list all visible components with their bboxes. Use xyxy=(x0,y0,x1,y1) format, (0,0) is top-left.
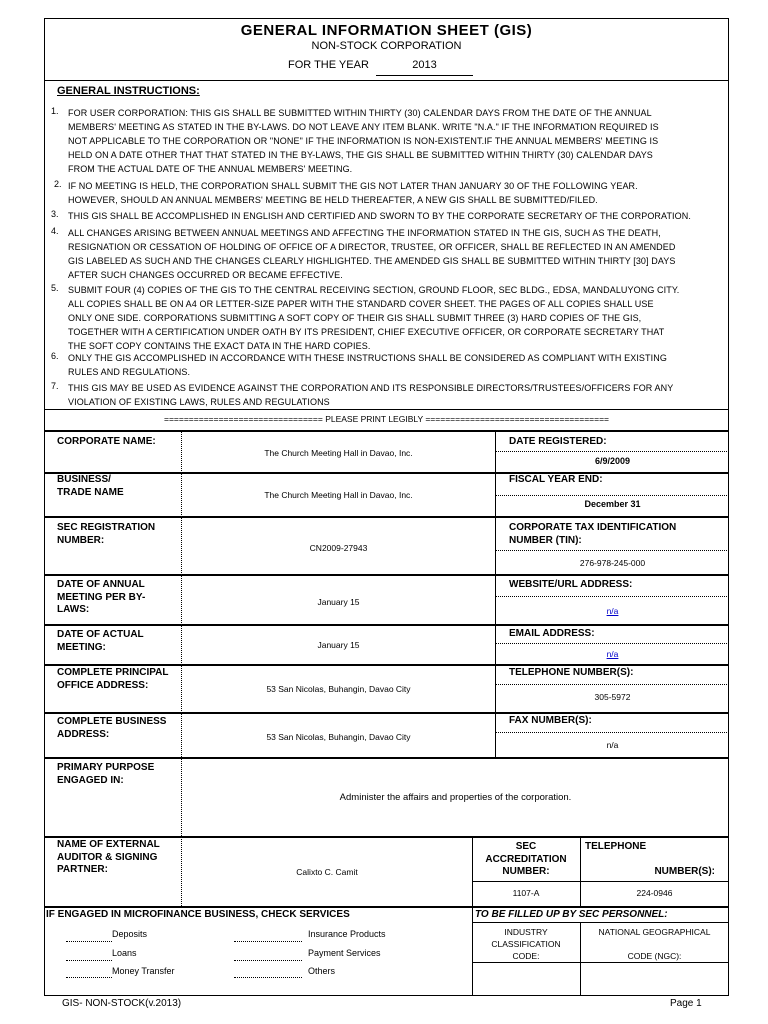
instruction-line: HELD ON A DATE OTHER THAT THAT STATED IN THE BY-LAWS, THE GIS SHALL BE SUBMITTED WITHIN THIRTY (30) CALENDAR DAYS xyxy=(68,150,653,160)
sec-registration-label: SEC REGISTRATION NUMBER: xyxy=(57,522,156,546)
instruction-line: VIOLATION OF EXISTING LAWS, RULES AND REGULATIONS xyxy=(68,397,330,407)
date-registered-label: DATE REGISTERED: xyxy=(509,436,607,447)
row-divider xyxy=(44,472,729,474)
instruction-line: THIS GIS SHALL BE ACCOMPLISHED IN ENGLISH AND CERTIFIED AND SWORN TO BY THE CORPORATE SECRETARY OF THE CORPORATION. xyxy=(68,211,691,221)
row-divider xyxy=(44,712,729,714)
form-top-border xyxy=(44,430,729,432)
actual-meeting-label: DATE OF ACTUAL MEETING: xyxy=(57,629,144,653)
industry-classification-label: INDUSTRY CLASSIFICATION CODE: xyxy=(491,927,561,961)
row-divider xyxy=(44,516,729,518)
instruction-line: TOGETHER WITH A CERTIFICATION UNDER OATH BY ITS PRESIDENT, CHIEF EXECUTIVE OFFICER, OR CORPORATE SECRETARY THAT xyxy=(68,327,665,337)
ngc-field[interactable] xyxy=(581,964,727,994)
sec-accreditation-label: SEC ACCREDITATION NUMBER: xyxy=(485,841,567,877)
instruction-number: 6. xyxy=(51,351,59,361)
right-column-divider xyxy=(495,431,496,757)
sec-personnel-heading: TO BE FILLED UP BY SEC PERSONNEL: xyxy=(475,909,668,920)
annual-meeting-label: DATE OF ANNUAL MEETING PER BY- LAWS: xyxy=(57,579,146,615)
field-separator xyxy=(496,684,729,685)
date-registered-field[interactable]: 6/9/2009 xyxy=(594,456,631,466)
instruction-line: THIS GIS MAY BE USED AS EVIDENCE AGAINST THE CORPORATION AND ITS RESPONSIBLE DIRECTORS/TRUSTEES/OFFICERS FOR ANY xyxy=(68,383,674,393)
tin-label: CORPORATE TAX IDENTIFICATION NUMBER (TIN): xyxy=(509,522,677,546)
check-line-payment xyxy=(234,960,302,961)
business-address-field[interactable]: 53 San Nicolas, Buhangin, Davao City xyxy=(266,732,411,742)
check-line-deposits xyxy=(66,941,112,942)
instruction-line: ONLY ONE SIDE. CORPORATIONS SUBMITTING A SOFT COPY OF THEIR GIS SHALL SUBMIT THREE (3) HARD COPIES OF THE GIS, xyxy=(68,313,642,323)
check-line-insurance xyxy=(234,941,302,942)
field-separator xyxy=(496,550,729,551)
ngc-label: NATIONAL GEOGRAPHICAL CODE (NGC): xyxy=(598,927,711,961)
for-year-label: FOR THE YEAR xyxy=(288,59,369,71)
fiscal-year-end-field[interactable]: December 31 xyxy=(584,499,641,509)
sec-accreditation-field[interactable]: 1107-A xyxy=(512,888,540,898)
telephone-label: TELEPHONE NUMBER(S): xyxy=(509,667,634,678)
instruction-line: ALL CHANGES ARISING BETWEEN ANNUAL MEETINGS AND AFFECTING THE INFORMATION STATED IN THE GIS, SUCH AS THE DEATH, xyxy=(68,228,661,238)
year-underline xyxy=(376,75,473,76)
service-others[interactable]: Others xyxy=(308,966,336,976)
instruction-line: HOWEVER, SHOULD AN ANNUAL MEMBERS' MEETING BE HELD THEREAFTER, A NEW GIS SHALL BE SUBMITTED/FILED. xyxy=(68,195,598,205)
tin-field[interactable]: 276-978-245-000 xyxy=(579,558,646,568)
instruction-number: 2. xyxy=(54,179,62,189)
instruction-line: IF NO MEETING IS HELD, THE CORPORATION SHALL SUBMIT THE GIS NOT LATER THAN JANUARY 30 OF THE FOLLOWING YEAR. xyxy=(68,181,638,191)
instruction-number: 1. xyxy=(51,106,59,116)
auditor-telephone-field[interactable]: 224-0946 xyxy=(636,888,673,898)
check-line-money-transfer xyxy=(66,977,112,978)
email-field[interactable]: n/a xyxy=(606,649,619,659)
instruction-number: 4. xyxy=(51,226,59,236)
instruction-line: GIS LABELED AS SUCH AND THE CHANGES CLEARLY HIGHLIGHTED. THE AMENDED GIS SHALL BE SUBMITTED WITHIN THIRTY [30] DAYS xyxy=(68,256,676,266)
sec-registration-field[interactable]: CN2009-27943 xyxy=(309,543,368,553)
instruction-line: NOT APPLICABLE TO THE CORPORATION OR "NONE" IF THE INFORMATION IS NON-EXISTENT.IF THE ANNUAL MEMBERS' MEETING IS xyxy=(68,136,659,146)
auditor-field[interactable]: Calixto C. Camit xyxy=(296,867,358,877)
instructions-heading: GENERAL INSTRUCTIONS: xyxy=(57,85,200,97)
service-insurance-products[interactable]: Insurance Products xyxy=(308,929,386,939)
form-title: GENERAL INFORMATION SHEET (GIS) xyxy=(240,22,533,39)
instruction-line: SUBMIT FOUR (4) COPIES OF THE GIS TO THE CENTRAL RECEIVING SECTION, GROUND FLOOR, SEC BLDG., EDSA, MANDALUYONG CITY. xyxy=(68,285,680,295)
label-column-divider xyxy=(181,431,182,757)
fiscal-year-end-label: FISCAL YEAR END: xyxy=(509,474,603,485)
corporate-name-field[interactable]: The Church Meeting Hall in Davao, Inc. xyxy=(264,448,413,458)
actual-meeting-field[interactable]: January 15 xyxy=(317,640,360,650)
row-divider xyxy=(44,624,729,626)
auditor-label: NAME OF EXTERNAL AUDITOR & SIGNING PARTNER: xyxy=(57,839,160,875)
instruction-line: ONLY THE GIS ACCOMPLISHED IN ACCORDANCE WITH THESE INSTRUCTIONS SHALL BE CONSIDERED AS COMPLIANT WITH EXISTING xyxy=(68,353,667,363)
service-money-transfer[interactable]: Money Transfer xyxy=(112,966,175,976)
instruction-line: ALL COPIES SHALL BE ON A4 OR LETTER-SIZE PAPER WITH THE STANDARD COVER SHEET. THE PAGES OF ALL COPIES SHALL USE xyxy=(68,299,654,309)
print-legibly-banner: ================================ PLEASE PRINT LEGIBLY ===================================== xyxy=(163,414,610,424)
field-separator xyxy=(496,643,729,644)
website-label: WEBSITE/URL ADDRESS: xyxy=(509,579,633,590)
field-separator xyxy=(472,962,729,963)
field-separator xyxy=(472,881,729,882)
email-label: EMAIL ADDRESS: xyxy=(509,628,595,639)
instruction-line: AFTER SUCH CHANGES OCCURRED OR BECAME EFFECTIVE. xyxy=(68,270,343,280)
fax-label: FAX NUMBER(S): xyxy=(509,715,592,726)
auditor-telephone-label-1: TELEPHONE xyxy=(585,841,647,852)
field-separator xyxy=(496,495,729,496)
service-loans[interactable]: Loans xyxy=(112,948,137,958)
row-divider xyxy=(44,906,729,908)
instruction-number: 3. xyxy=(51,209,59,219)
principal-office-label: COMPLETE PRINCIPAL OFFICE ADDRESS: xyxy=(57,667,169,691)
microfinance-heading: IF ENGAGED IN MICROFINANCE BUSINESS, CHECK SERVICES xyxy=(46,909,350,920)
telephone-field[interactable]: 305-5972 xyxy=(594,692,631,702)
instruction-line: RESIGNATION OR CESSATION OF HOLDING OF OFFICE OF A DIRECTOR, TRUSTEE, OR OFFICER, SHALL BE REFLECTED IN AN AMENDED xyxy=(68,242,676,252)
instruction-line: FROM THE ACTUAL DATE OF THE ANNUAL MEMBERS' MEETING. xyxy=(68,164,353,174)
form-id: GIS- NON-STOCK(v.2013) xyxy=(62,998,182,1009)
field-separator xyxy=(496,451,729,452)
service-deposits[interactable]: Deposits xyxy=(112,929,148,939)
business-address-label: COMPLETE BUSINESS ADDRESS: xyxy=(57,716,167,740)
row-divider xyxy=(44,836,729,838)
field-separator xyxy=(496,596,729,597)
row-divider xyxy=(495,664,729,666)
instruction-number: 5. xyxy=(51,283,59,293)
row-divider xyxy=(44,574,729,576)
field-separator xyxy=(496,732,729,733)
year-value: 2013 xyxy=(412,59,437,71)
instruction-line: MEMBERS' MEETING AS STATED IN THE BY-LAWS. DO NOT LEAVE ANY ITEM BLANK. WRITE "N.A." IF THE INFORMATION REQUIRED IS xyxy=(68,122,659,132)
industry-classification-field[interactable] xyxy=(472,964,580,994)
field-separator xyxy=(472,922,729,923)
header-divider xyxy=(44,80,729,81)
row-divider xyxy=(44,757,729,759)
instruction-line: RULES AND REGULATIONS. xyxy=(68,367,191,377)
instruction-line: FOR USER CORPORATION: THIS GIS SHALL BE SUBMITTED WITHIN THIRTY (30) CALENDAR DAYS FROM THE DATE OF THE ANNUAL xyxy=(68,108,652,118)
business-trade-label: BUSINESS/ TRADE NAME xyxy=(57,474,124,498)
purpose-label: PRIMARY PURPOSE ENGAGED IN: xyxy=(57,762,155,786)
business-trade-name-field[interactable]: The Church Meeting Hall in Davao, Inc. xyxy=(264,490,413,500)
page-number: Page 1 xyxy=(670,998,702,1009)
instruction-number: 7. xyxy=(51,381,59,391)
fax-field[interactable]: n/a xyxy=(606,740,619,750)
website-field[interactable]: n/a xyxy=(606,606,619,616)
service-payment-services[interactable]: Payment Services xyxy=(308,948,381,958)
purpose-field[interactable]: Administer the affairs and properties of the corporation. xyxy=(339,792,572,803)
instructions-divider xyxy=(44,409,729,410)
row-divider xyxy=(44,664,495,666)
check-line-loans xyxy=(66,960,112,961)
form-subtitle: NON-STOCK CORPORATION xyxy=(311,40,462,52)
instruction-line: THE SOFT COPY CONTAINS THE EXACT DATA IN THE HARD COPIES. xyxy=(68,341,371,351)
corporate-name-label: CORPORATE NAME: xyxy=(57,436,156,447)
auditor-telephone-label-2: NUMBER(S): xyxy=(654,866,715,877)
principal-office-field[interactable]: 53 San Nicolas, Buhangin, Davao City xyxy=(266,684,411,694)
check-line-others xyxy=(234,977,302,978)
annual-meeting-field[interactable]: January 15 xyxy=(317,597,360,607)
